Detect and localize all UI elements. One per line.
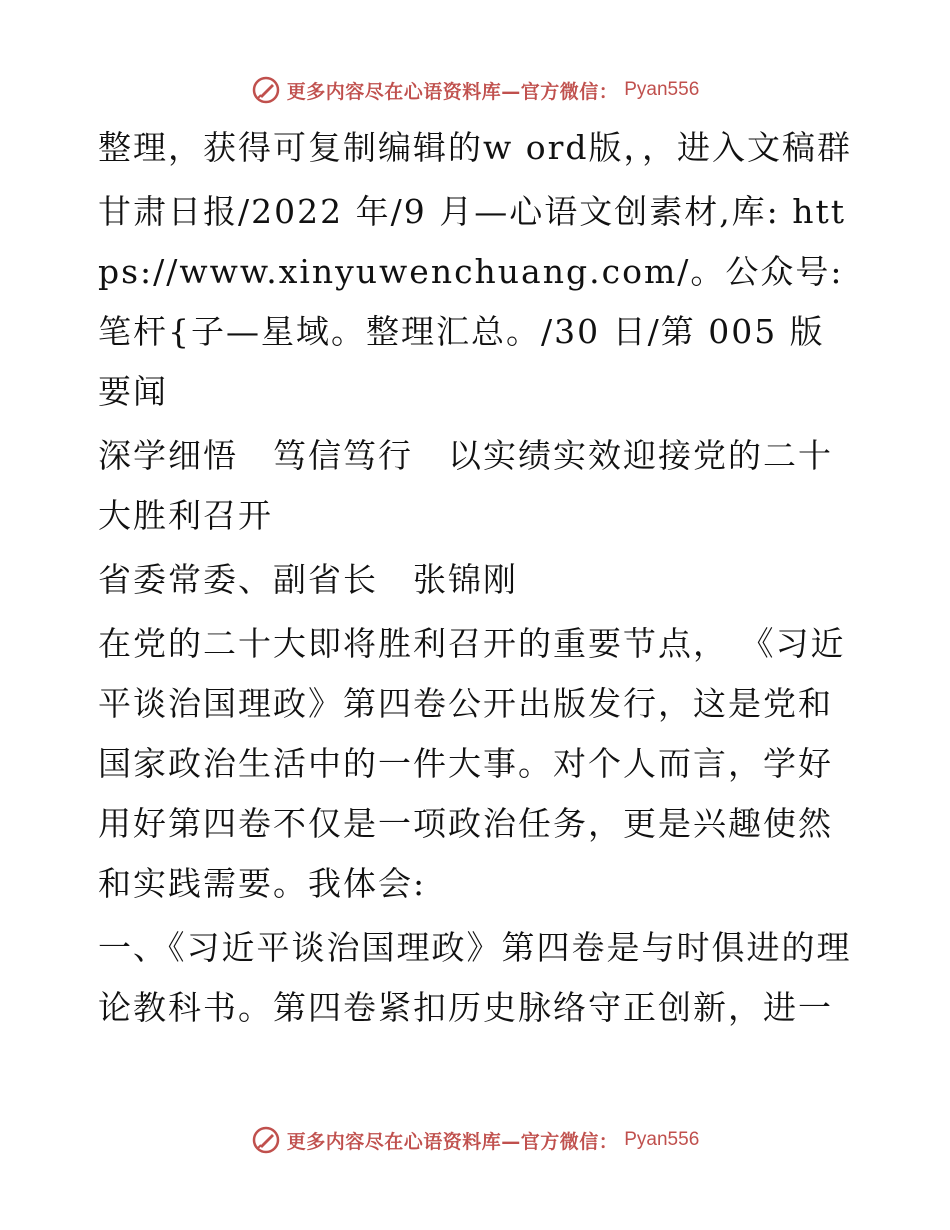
- banner-text: 更多内容尽在心语资料库—官方微信：: [286, 1130, 619, 1153]
- banner-wechat-handle: Pyan556: [624, 1129, 700, 1150]
- header-banner: [0, 70, 950, 110]
- footer-banner: [0, 1120, 950, 1160]
- document-body: [98, 118, 858, 1042]
- quill-logo-icon: [251, 1125, 281, 1155]
- paragraph-body-2: 一、《习近平谈治国理政》第四卷是与时俱进的理论教科书。第四卷紧扣历史脉络守正创新，进一: [98, 928, 852, 1027]
- paragraph-source: 甘肃日报/2022 年/9 月—心语文创素材,库: https://www.xinyuwenchuang.com/。公众号: 笔杆{子—星域。整理汇总。/30 日/第 005 版要闻: [98, 192, 847, 411]
- article-title: 深学细悟 笃信笃行 以实绩实效迎接党的二十大胜利召开: [98, 436, 833, 535]
- banner-wechat-handle: Pyan556: [624, 79, 700, 100]
- paragraph-body-1: 在党的二十大即将胜利召开的重要节点， 《习近平谈治国理政》第四卷公开出版发行，这是党和国家政治生活中的一件大事。对个人而言，学好用好第四卷不仅是一项政治任务，更是兴趣使然和实践需要。我体会:: [98, 624, 846, 903]
- quill-logo-icon: [251, 75, 281, 105]
- article-author: 省委常委、副省长 张锦刚: [98, 560, 518, 599]
- paragraph-intro: 整理，获得可复制编辑的w ord版，，进入文稿群: [98, 128, 853, 167]
- banner-text: 更多内容尽在心语资料库—官方微信：: [286, 80, 619, 103]
